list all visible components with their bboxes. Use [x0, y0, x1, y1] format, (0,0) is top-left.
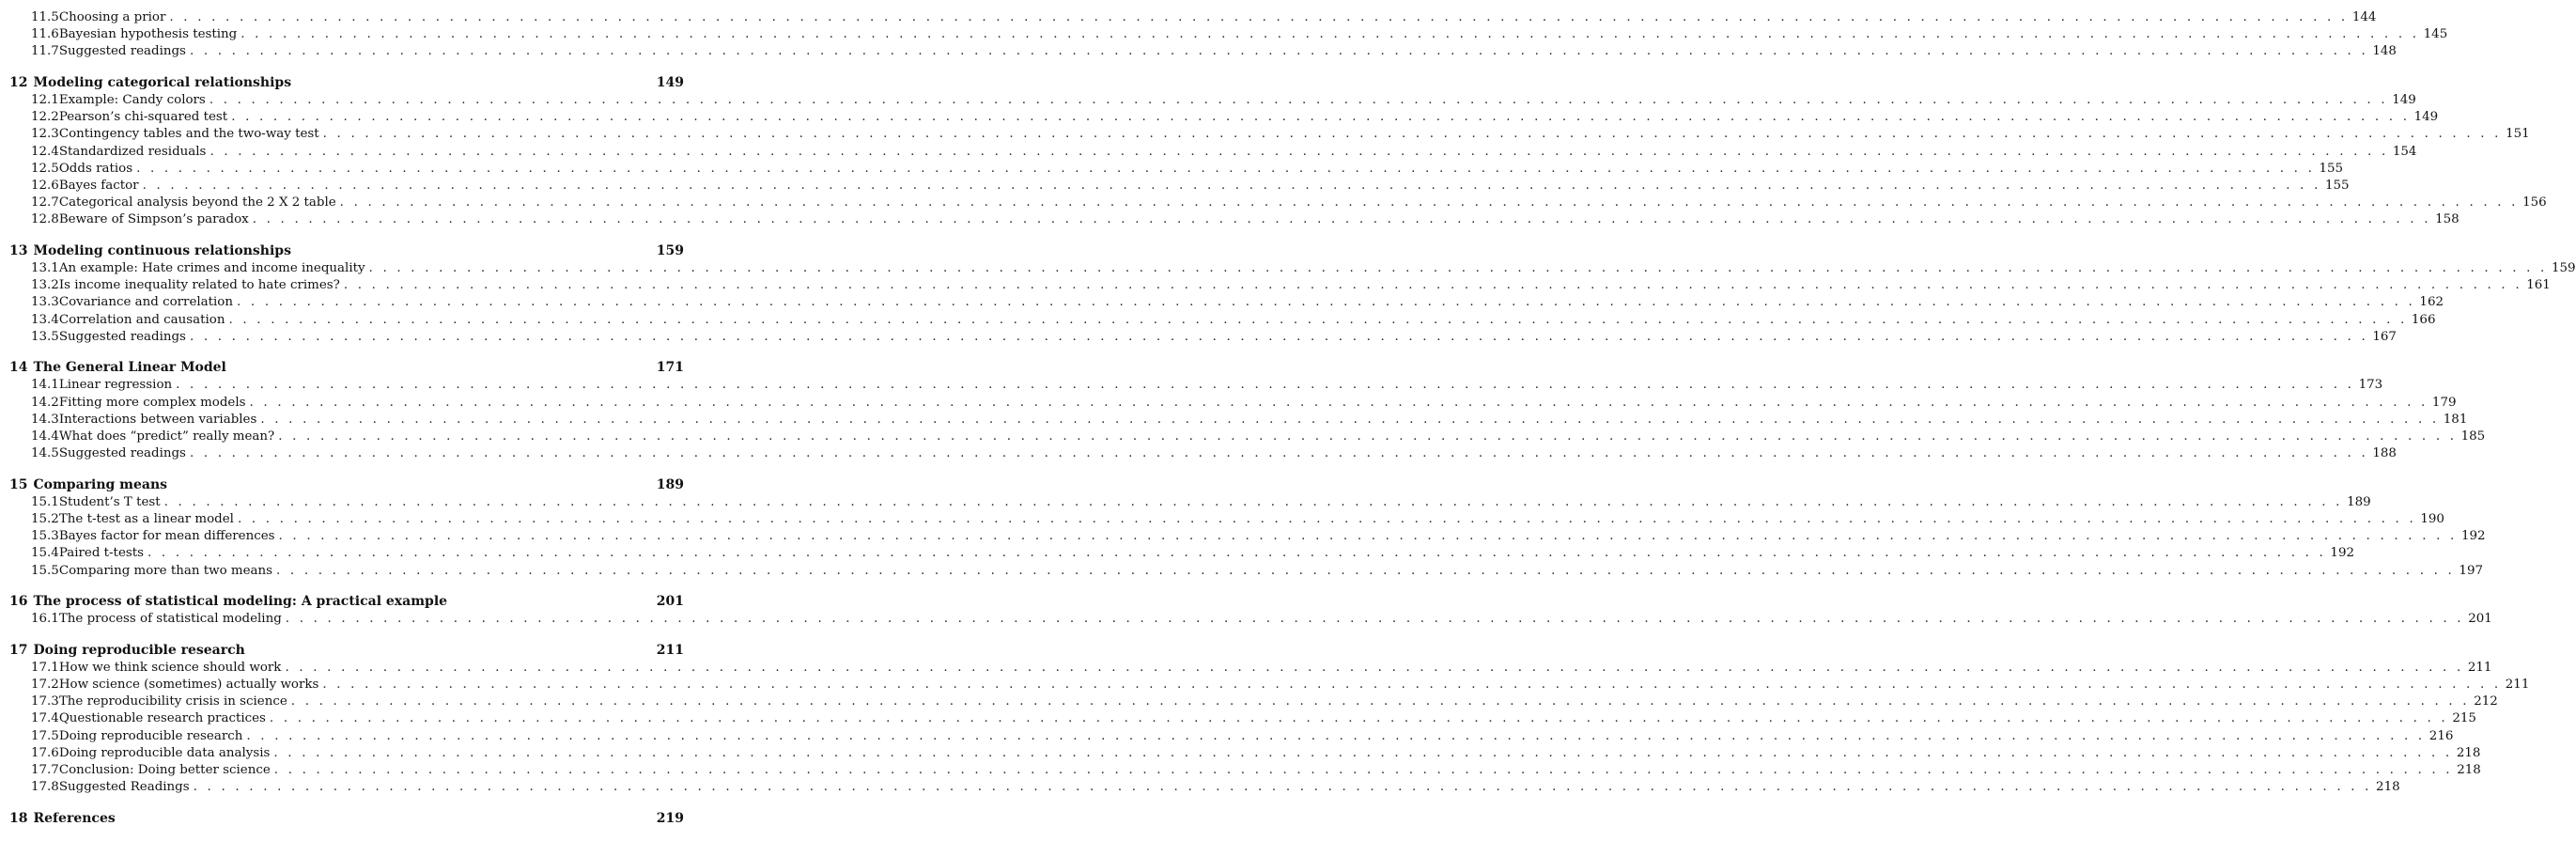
- dot-leader: [322, 677, 2501, 693]
- entry-number: 13.2: [31, 278, 59, 293]
- entry-number: 17.1: [31, 660, 59, 675]
- entry-page-number: 162: [2419, 295, 2444, 310]
- entry-page-number: 144: [2351, 10, 2377, 24]
- entry-number: 12.4: [31, 144, 59, 159]
- entry-page-number: 218: [2376, 780, 2400, 795]
- entry-title: Covariance and correlation: [58, 295, 233, 310]
- dot-leader: [190, 43, 2368, 60]
- dot-leader: [190, 329, 2368, 346]
- entry-page-number: 155: [2324, 179, 2350, 193]
- entry-number: 13.1: [31, 261, 59, 275]
- entry-page-number: 156: [2522, 195, 2547, 210]
- dot-leader: [344, 277, 2522, 294]
- toc-section-entry[interactable]: [0, 126, 2530, 143]
- entry-title: Pearson’s chi-squared test: [58, 110, 228, 125]
- entry-title: Choosing a prior: [58, 10, 166, 24]
- entry-page-number: 154: [2392, 144, 2417, 159]
- entry-page-number: 201: [2468, 612, 2492, 627]
- entry-number: 17.6: [31, 745, 59, 760]
- entry-number: 14.1: [31, 378, 59, 393]
- entry-page-number: 185: [2460, 429, 2486, 444]
- toc-chapter-entry[interactable]: [0, 642, 699, 659]
- dot-leader: [286, 611, 2464, 628]
- dot-leader: [164, 494, 2343, 511]
- entry-number: 14.3: [31, 412, 59, 427]
- dot-leader: [176, 377, 2354, 394]
- dot-leader: [273, 745, 2452, 762]
- dot-leader: [143, 178, 2321, 195]
- entry-title: Example: Candy colors: [58, 93, 206, 107]
- entry-page-number: 155: [2319, 161, 2344, 176]
- entry-page-number: 218: [2457, 763, 2481, 777]
- toc-section-entry[interactable]: [0, 677, 2530, 693]
- entry-number: 14.4: [31, 429, 59, 444]
- entry-page-number: 179: [2431, 395, 2457, 410]
- entry-page-number: 181: [2443, 412, 2468, 427]
- dot-leader: [190, 445, 2368, 462]
- dot-leader: [279, 528, 2458, 545]
- dot-leader: [250, 395, 2429, 412]
- entry-title: The General Linear Model: [33, 360, 226, 376]
- toc-section-entry[interactable]: [0, 178, 2350, 195]
- dot-leader: [323, 126, 2502, 143]
- dot-leader: [209, 92, 2388, 109]
- dot-leader: [228, 312, 2407, 329]
- dot-leader: [340, 195, 2519, 211]
- entry-title: Doing reproducible data analysis: [58, 745, 271, 760]
- entry-title: Suggested readings: [58, 44, 186, 59]
- dot-leader: [278, 428, 2457, 445]
- entry-page-number: 189: [2347, 494, 2371, 509]
- dot-leader: [136, 161, 2315, 178]
- entry-title: The process of statistical modeling: A practical example: [33, 594, 448, 610]
- dot-leader: [237, 294, 2415, 311]
- entry-page-number: 197: [2459, 563, 2483, 578]
- entry-page-number: 159: [656, 243, 684, 258]
- entry-page-number: 159: [2551, 261, 2576, 275]
- entry-page-number: 167: [2372, 329, 2397, 344]
- dot-leader: [270, 710, 2448, 727]
- entry-page-number: 212: [2474, 694, 2498, 709]
- entry-page-number: 218: [2456, 745, 2481, 760]
- entry-number: 15.2: [31, 512, 59, 526]
- entry-page-number: 216: [2429, 728, 2454, 743]
- toc-section-entry[interactable]: [0, 445, 2397, 462]
- entry-page-number: 211: [2505, 678, 2530, 692]
- entry-page-number: 192: [2460, 529, 2486, 544]
- entry-title: Doing reproducible research: [33, 642, 245, 658]
- entry-number: 13.3: [31, 295, 59, 310]
- entry-number: 11.5: [31, 10, 59, 24]
- entry-page-number: 192: [2330, 546, 2354, 561]
- toc-section-entry[interactable]: [0, 494, 2371, 511]
- entry-title: Comparing more than two means: [58, 563, 272, 578]
- toc-section-entry[interactable]: [0, 395, 2457, 412]
- dot-leader: [285, 660, 2463, 677]
- entry-page-number: 149: [2413, 110, 2439, 125]
- entry-title: Correlation and causation: [58, 312, 225, 327]
- entry-page-number: 190: [2420, 512, 2444, 526]
- toc-section-entry[interactable]: [0, 563, 2483, 580]
- entry-number: 15: [9, 476, 28, 492]
- toc-section-entry[interactable]: [0, 710, 2476, 727]
- toc-section-entry[interactable]: [0, 161, 2344, 178]
- entry-title: Is income inequality related to hate crimes?: [58, 278, 340, 293]
- entry-title: Paired t-tests: [58, 546, 144, 561]
- entry-title: Suggested readings: [58, 329, 186, 344]
- toc-section-entry[interactable]: [0, 611, 2492, 628]
- entry-title: The t-test as a linear model: [58, 512, 234, 526]
- entry-number: 15.4: [31, 546, 59, 561]
- entry-page-number: 149: [2392, 93, 2416, 107]
- entry-title: Student’s T test: [58, 494, 161, 509]
- entry-title: The process of statistical modeling: [58, 612, 282, 627]
- entry-number: 12.8: [31, 212, 59, 227]
- dot-leader: [209, 144, 2388, 161]
- toc-section-entry[interactable]: [0, 109, 2439, 126]
- entry-page-number: 151: [2506, 127, 2530, 142]
- toc-section-entry[interactable]: [0, 277, 2551, 294]
- toc-section-entry[interactable]: [0, 43, 2397, 60]
- dot-leader: [238, 511, 2416, 528]
- dot-leader: [169, 9, 2348, 26]
- entry-title: Fitting more complex models: [58, 395, 246, 410]
- entry-title: Comparing means: [33, 476, 168, 492]
- entry-number: 12.5: [31, 161, 59, 176]
- entry-page-number: 158: [2435, 212, 2460, 227]
- entry-number: 12.3: [31, 127, 59, 142]
- entry-page-number: 161: [2526, 278, 2551, 293]
- entry-title: Bayes factor for mean differences: [58, 529, 275, 544]
- entry-title: Linear regression: [58, 378, 173, 393]
- toc-section-entry[interactable]: [0, 294, 2444, 311]
- entry-title: Bayesian hypothesis testing: [58, 27, 238, 42]
- toc-section-entry[interactable]: [0, 511, 2444, 528]
- entry-page-number: 145: [2423, 27, 2448, 42]
- toc-section-entry[interactable]: [0, 745, 2481, 762]
- entry-title: Odds ratios: [58, 161, 133, 176]
- entry-title: The reproducibility crisis in science: [58, 694, 287, 709]
- entry-number: 17: [9, 642, 28, 658]
- entry-page-number: 149: [656, 75, 684, 90]
- toc-section-entry[interactable]: [0, 26, 2448, 43]
- entry-number: 14: [9, 360, 28, 376]
- entry-number: 11.6: [31, 27, 59, 42]
- entry-number: 13.4: [31, 312, 59, 327]
- entry-number: 11.7: [31, 44, 59, 59]
- toc-chapter-entry[interactable]: [0, 476, 699, 493]
- entry-page-number: 188: [2372, 446, 2397, 461]
- entry-title: Interactions between variables: [58, 412, 257, 427]
- entry-title: An example: Hate crimes and income inequality: [58, 261, 365, 275]
- entry-number: 14.2: [31, 395, 59, 410]
- entry-title: Conclusion: Doing better science: [58, 763, 271, 777]
- entry-title: References: [33, 810, 116, 826]
- entry-number: 15.5: [31, 563, 59, 578]
- entry-title: How we think science should work: [58, 660, 282, 675]
- entry-number: 15.1: [31, 494, 59, 509]
- entry-page-number: 173: [2358, 378, 2383, 393]
- dot-leader: [241, 26, 2419, 43]
- entry-number: 13: [9, 243, 28, 258]
- toc-section-entry[interactable]: [0, 92, 2416, 109]
- toc-section-entry[interactable]: [0, 412, 2468, 428]
- toc-section-entry[interactable]: [0, 195, 2547, 211]
- entry-page-number: 148: [2372, 44, 2397, 59]
- toc-section-entry[interactable]: [0, 144, 2417, 161]
- entry-number: 17.7: [31, 763, 59, 777]
- dot-leader: [253, 211, 2431, 228]
- entry-number: 15.3: [31, 529, 59, 544]
- entry-title: Standardized residuals: [58, 144, 207, 159]
- entry-title: Modeling continuous relationships: [33, 243, 291, 258]
- entry-number: 17.5: [31, 728, 59, 743]
- toc-chapter-entry[interactable]: [0, 359, 699, 376]
- dot-leader: [291, 693, 2470, 710]
- entry-number: 16: [9, 594, 28, 610]
- toc-section-entry[interactable]: [0, 779, 2400, 796]
- entry-number: 14.5: [31, 446, 59, 461]
- toc-section-entry[interactable]: [0, 428, 2486, 445]
- entry-page-number: 166: [2411, 312, 2436, 327]
- toc-section-entry[interactable]: [0, 693, 2498, 710]
- toc-section-entry[interactable]: [0, 329, 2397, 346]
- entry-number: 12: [9, 75, 28, 90]
- entry-title: Beware of Simpson’s paradox: [58, 212, 249, 227]
- toc-section-entry[interactable]: [0, 528, 2486, 545]
- entry-number: 17.2: [31, 678, 59, 692]
- toc-section-entry[interactable]: [0, 377, 2383, 394]
- entry-title: What does “predict” really mean?: [58, 429, 275, 444]
- toc-chapter-entry[interactable]: [0, 242, 699, 259]
- toc-section-entry[interactable]: [0, 211, 2460, 228]
- dot-leader: [231, 109, 2410, 126]
- entry-page-number: 219: [656, 810, 684, 826]
- dot-leader: [276, 563, 2455, 580]
- entry-number: 17.8: [31, 780, 59, 795]
- entry-page-number: 215: [2452, 711, 2476, 726]
- entry-number: 12.2: [31, 110, 59, 125]
- entry-page-number: 211: [656, 642, 684, 658]
- dot-leader: [194, 779, 2372, 796]
- entry-number: 12.7: [31, 195, 59, 210]
- entry-title: Bayes factor: [58, 179, 139, 193]
- toc-section-entry[interactable]: [0, 9, 2377, 26]
- toc-section-entry[interactable]: [0, 660, 2492, 677]
- toc-chapter-entry[interactable]: [0, 593, 699, 610]
- entry-title: Questionable research practices: [58, 711, 266, 726]
- entry-number: 12.1: [31, 93, 59, 107]
- toc-section-entry[interactable]: [0, 762, 2481, 779]
- entry-number: 17.4: [31, 711, 59, 726]
- entry-title: Contingency tables and the two-way test: [58, 127, 319, 142]
- dot-leader: [147, 545, 2326, 562]
- dot-leader: [274, 762, 2453, 779]
- entry-number: 17.3: [31, 694, 59, 709]
- entry-title: Categorical analysis beyond the 2 X 2 table: [58, 195, 336, 210]
- entry-number: 13.5: [31, 329, 59, 344]
- toc-chapter-entry[interactable]: [0, 74, 699, 91]
- entry-page-number: 211: [2467, 660, 2492, 675]
- toc-section-entry[interactable]: [0, 728, 2454, 745]
- dot-leader: [260, 412, 2439, 428]
- entry-page-number: 189: [656, 476, 684, 492]
- toc-section-entry[interactable]: [0, 312, 2436, 329]
- entry-number: 12.6: [31, 179, 59, 193]
- entry-page-number: 201: [656, 594, 684, 610]
- entry-title: Suggested readings: [58, 446, 186, 461]
- toc-section-entry[interactable]: [0, 260, 2576, 277]
- toc-chapter-entry[interactable]: [0, 810, 699, 827]
- entry-number: 16.1: [31, 612, 59, 627]
- entry-title: How science (sometimes) actually works: [58, 678, 319, 692]
- toc-section-entry[interactable]: [0, 545, 2354, 562]
- entry-number: 18: [9, 810, 28, 826]
- dot-leader: [369, 260, 2548, 277]
- entry-title: Modeling categorical relationships: [33, 75, 292, 90]
- entry-page-number: 171: [656, 360, 684, 376]
- entry-title: Doing reproducible research: [58, 728, 243, 743]
- dot-leader: [246, 728, 2425, 745]
- entry-title: Suggested Readings: [58, 780, 190, 795]
